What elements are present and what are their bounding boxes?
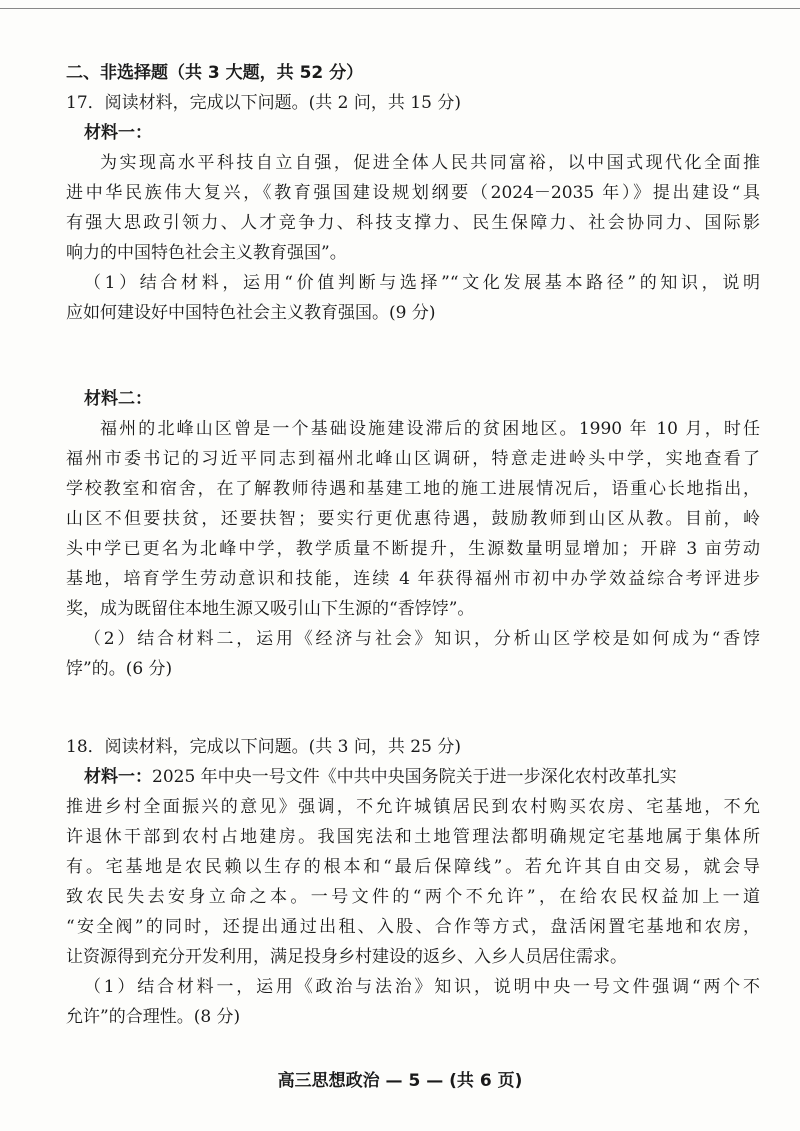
q18-material1-line: 2025 年中央一号文件《中共中央国务院关于进一步深化农村改革扎实 xyxy=(152,767,677,787)
q17-material2-line: 基地，培育学生劳动意识和技能，连续 4 年获得福州市初中办学效益综合考评进步 xyxy=(66,569,760,589)
q17-stem: 17．阅读材料，完成以下问题。(共 2 问，共 15 分) xyxy=(66,93,461,113)
q18-material1-line: 有。宅基地是农民赖以生存的根本和“最后保障线”。若允许其自由交易，就会导 xyxy=(66,857,760,877)
q17-material2-line: 奖，成为既留住本地生源又吸引山下生源的“香饽饽”。 xyxy=(66,599,475,619)
q18-material1-line: 许退休干部到农村占地建房。我国宪法和土地管理法都明确规定宅基地属于集体所 xyxy=(66,827,760,847)
q17-material1-line: 响力的中国特色社会主义教育强国”。 xyxy=(66,243,347,263)
q18-material1-first-line xyxy=(66,762,760,792)
q17-sub2-line: （2）结合材料二，运用《经济与社会》知识，分析山区学校是如何成为“香饽 xyxy=(84,629,760,649)
scan-top-rule xyxy=(0,8,800,9)
answer-space xyxy=(66,684,760,732)
q17-material1-line: 有强大思政引领力、人才竞争力、科技支撑力、民生保障力、社会协同力、国际影 xyxy=(66,213,760,233)
q18-sub1-line: （1）结合材料一，运用《政治与法治》知识，说明中央一号文件强调“两个不 xyxy=(84,977,760,997)
q18-material1-line: 致农民失去安身立命之本。一号文件的“两个不允许”，在给农民权益加上一道 xyxy=(66,887,760,907)
page-content xyxy=(66,58,760,1032)
q17-material2-label: 材料二： xyxy=(84,389,152,409)
q17-material2-line: 福州的北峰山区曾是一个基础设施建设滞后的贫困地区。1990 年 10 月，时任 xyxy=(100,419,760,439)
q18-material1-line: “安全阀”的同时，还提出通过出租、入股、合作等方式，盘活闲置宅基地和农房， xyxy=(66,917,760,937)
q17-material1-label: 材料一： xyxy=(84,123,152,143)
q17-material2-line: 山区不但要扶贫，还要扶智；要实行更优惠待遇，鼓励教师到山区从教。目前，岭 xyxy=(66,509,760,529)
q17-material2-line: 福州市委书记的习近平同志到福州北峰山区调研，特意走进岭头中学，实地查看了 xyxy=(66,449,760,469)
q18-sub1-line: 允许”的合理性。(8 分) xyxy=(66,1007,241,1027)
q18-material1-line: 让资源得到充分开发利用，满足投身乡村建设的返乡、入乡人员居住需求。 xyxy=(66,947,627,967)
q17-sub1-line: 应如何建设好中国特色社会主义教育强国。(9 分) xyxy=(66,303,436,323)
q17-material1-line: 为实现高水平科技自立自强，促进全体人民共同富裕，以中国式现代化全面推 xyxy=(100,153,760,173)
page-footer: 高三思想政治 — 5 — (共 6 页) xyxy=(277,1071,523,1091)
q17-material1-line: 进中华民族伟大复兴，《教育强国建设规划纲要（2024－2035 年）》提出建设“具 xyxy=(66,183,760,203)
q17-material2-line: 头中学已更名为北峰中学，教学质量不断提升，生源数量明显增加；开辟 3 亩劳动 xyxy=(66,539,760,559)
q18-stem: 18．阅读材料，完成以下问题。(共 3 问，共 25 分) xyxy=(66,737,461,757)
q17-sub2-line: 饽”的。(6 分) xyxy=(66,659,173,679)
q18-material1-line: 推进乡村全面振兴的意见》强调，不允许城镇居民到农村购买农房、宅基地，不允 xyxy=(66,797,760,817)
section-heading: 二、非选择题（共 3 大题，共 52 分） xyxy=(66,63,364,83)
q18-material1-label: 材料一： xyxy=(84,767,152,787)
q17-material2-line: 学校教室和宿舍，在了解教师待遇和基建工地的施工进展情况后，语重心长地指出， xyxy=(66,479,760,499)
q17-sub1-line: （1）结合材料，运用“价值判断与选择”“文化发展基本路径”的知识，说明 xyxy=(84,273,760,293)
answer-space xyxy=(66,328,760,384)
